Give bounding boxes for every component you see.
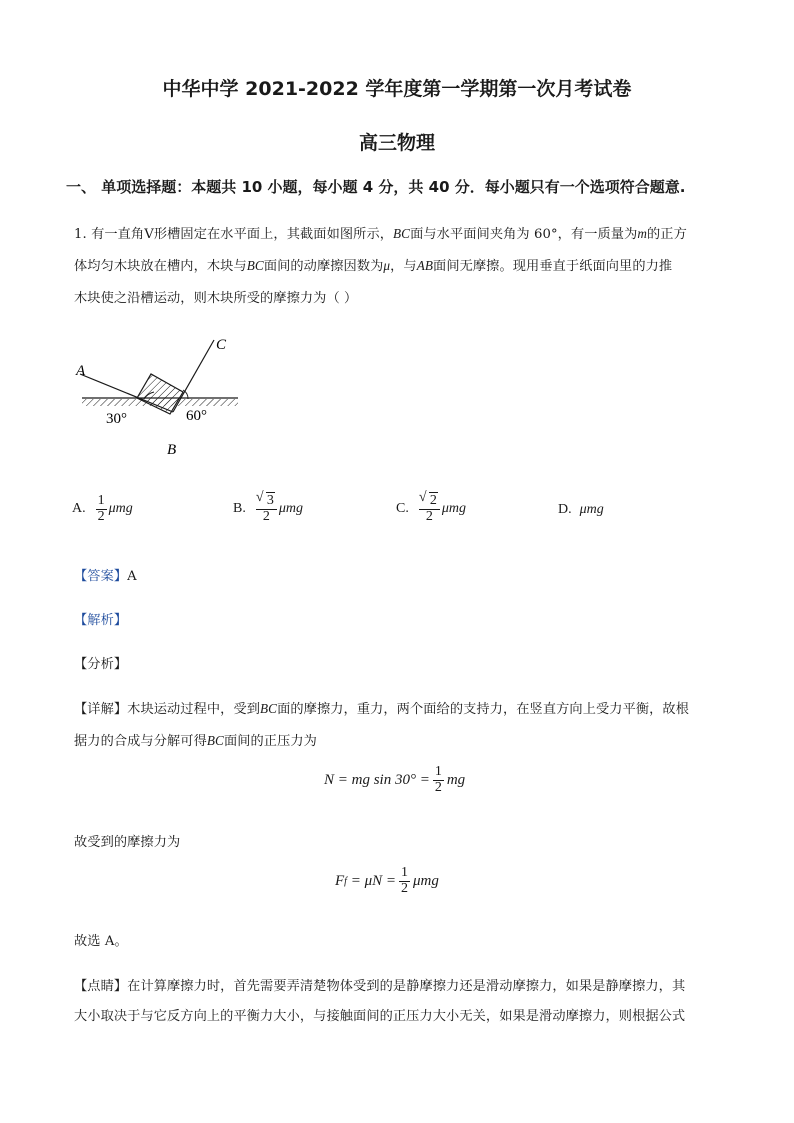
angle-label-right: 60° [186, 408, 207, 424]
option-a[interactable]: A. $\frac{1}{2}$ μmg [72, 493, 133, 524]
answer-row: 【答案】A [74, 569, 137, 584]
option-c[interactable]: C. √ $\frac{2}{2}$ μmg [396, 494, 466, 524]
detail-line-2: 据力的合成与分解可得BC面间的正压力为 [74, 733, 317, 749]
v-groove-figure [70, 330, 250, 460]
fenxi-tag: 【分析】 [74, 657, 128, 672]
analysis-tag: 【解析】 [74, 613, 128, 628]
wooden-block [137, 374, 183, 414]
comment-line-2: 大小取决于与它反方向上的平衡力大小，与接触面间的正压力大小无关，如果是滑动摩擦力，则根据公式 [74, 1009, 686, 1024]
detail-line-4: 故选 A。 [74, 934, 128, 949]
equation-friction: F f = μN = $\frac{1}{2}$ μmg [335, 865, 439, 896]
question-line-3: 木块使之沿槽运动，则木块所受的摩擦力为（ ） [74, 291, 358, 306]
page-title: 中华中学 2021-2022 学年度第一学期第一次月考试卷 [162, 78, 632, 100]
question-line-1: 1. 有一直角V形槽固定在水平面上，其截面如图所示，BC面与水平面间夹角为 60°，有一质量为m的正方 [74, 226, 687, 242]
detail-line-3: 故受到的摩擦力为 [74, 835, 181, 850]
option-b[interactable]: B. √ $\frac{3}{2}$ μmg [233, 494, 303, 524]
angle-label-left: 30° [106, 411, 127, 427]
detail-line-1: 【详解】木块运动过程中，受到BC面的摩擦力，重力，两个面给的支持力，在竖直方向上受力平衡，故根 [74, 701, 690, 717]
page-subtitle: 高三物理 [358, 132, 435, 154]
option-d[interactable]: D. μmg [558, 502, 604, 517]
comment-line-1: 【点睛】在计算摩擦力时，首先需要弄清楚物体受到的是静摩擦力还是滑动摩擦力，如果是静摩擦力，其 [74, 979, 686, 994]
question-line-2: 体均匀木块放在槽内，木块与BC面间的动摩擦因数为μ，与AB面间无摩擦。现用垂直于纸面向里的力推 [74, 258, 673, 274]
equation-normal-force: N = mg sin 30° = $\frac{1}{2}$ mg [324, 764, 466, 795]
label-b: B [167, 442, 177, 458]
section-heading: 一、 单项选择题：本题共 10 小题，每小题 4 分，共 40 分．每小题只有一个选项符合题意. [66, 178, 686, 196]
label-a: A [76, 363, 86, 379]
label-c: C [216, 337, 227, 353]
